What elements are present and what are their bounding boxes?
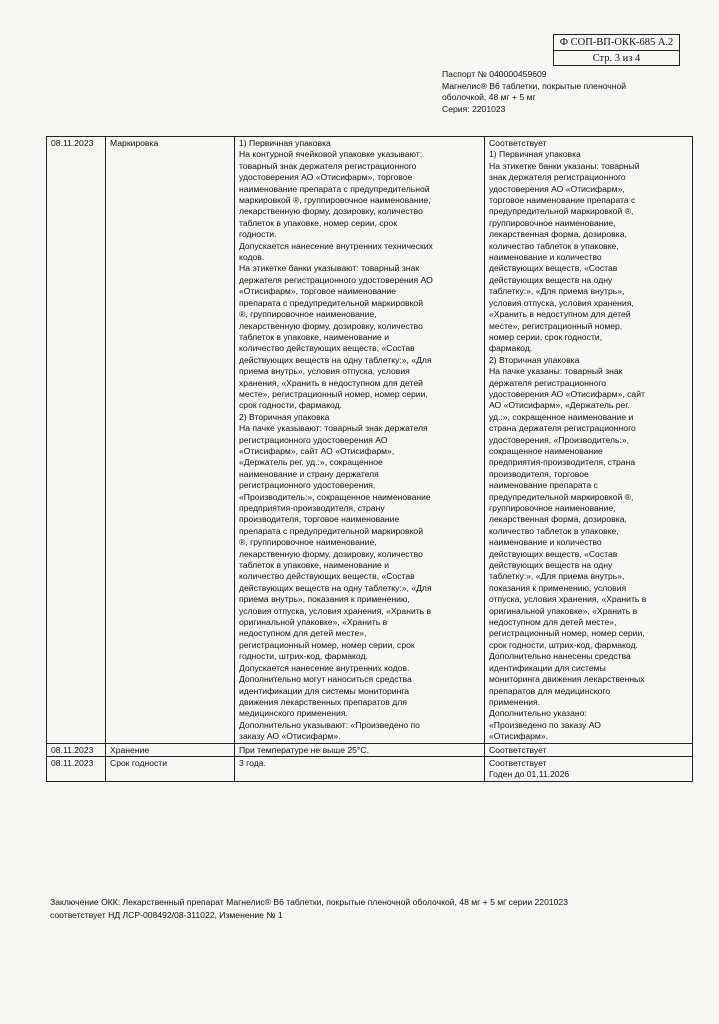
test-date: 08.11.2023 — [51, 744, 94, 755]
requirement-line: «Производитель:», сокращенное наименование — [239, 491, 431, 502]
result-line: предупредительной маркировкой ®, — [489, 206, 634, 217]
result-line: удостоверения АО «Отисифарм», — [489, 183, 625, 194]
requirement-line: производителя, торговое наименование — [239, 514, 400, 525]
result-line: таблетку:», «Для приема внутрь», — [489, 286, 625, 297]
result-line: На пачке указаны: товарный знак — [489, 366, 623, 377]
result-line: группировочное наименование, — [489, 217, 616, 228]
table-row — [47, 743, 693, 756]
batch-number: Серия: 2201023 — [442, 103, 506, 114]
requirement-line: удостоверения АО «Отисифарм», торговое — [239, 172, 413, 183]
indicator-name: Хранение — [110, 744, 150, 755]
requirement-line: наименование и страну держателя — [239, 468, 379, 479]
result-line: 1) Первичная упаковка — [489, 149, 581, 160]
result-line: группировочное наименование, — [489, 503, 616, 513]
requirement-line: регистрационный номер, номер серии, срок — [239, 639, 415, 650]
requirement-line: приема внутрь», условия отпуска, условия — [239, 366, 410, 377]
requirement-cell — [235, 756, 485, 781]
result-line: производителя, торговое — [489, 468, 589, 479]
result-line: 2) Вторичная упаковка — [489, 354, 580, 365]
date-cell — [47, 756, 106, 781]
requirement-line: держателя регистрационного удостоверения АО — [239, 274, 433, 285]
requirement-line: заказу АО «Отисифарм». — [239, 731, 341, 742]
result-line: предприятия-производителя, страна — [489, 457, 636, 468]
form-code: Ф СОП-ВП-ОКК-685 А.2 — [554, 35, 679, 51]
indicator-cell — [106, 743, 235, 756]
requirement-line: движения лекарственных препаратов для — [239, 696, 407, 707]
requirement-line: регистрационного удостоверения, — [239, 480, 376, 491]
result-line: идентификации для системы — [489, 662, 606, 673]
requirement-line: оригинальной упаковке», «Хранить в — [239, 617, 388, 628]
result-line: мониторинга движения лекарственных — [489, 674, 645, 685]
indicator-cell — [106, 137, 235, 744]
test-date: 08.11.2023 — [51, 757, 94, 768]
result-line: срок годности, штрих-код, фармакод. — [489, 639, 638, 650]
requirement-line: При температуре не выше 25°С. — [239, 744, 369, 755]
page-number: Стр. 3 из 4 — [592, 53, 641, 64]
indicator-cell — [106, 756, 235, 781]
result-line: оригинальной упаковке», «Хранить в — [489, 605, 638, 616]
passport-header — [442, 69, 702, 115]
requirement-line: количество действующих веществ, «Состав — [239, 343, 415, 354]
requirement-line: лекарственную форму, дозировку, количество — [239, 206, 423, 217]
result-cell — [485, 137, 693, 744]
result-line: торговое наименование препарата с — [489, 195, 636, 206]
requirement-line: Дополнительно указывают: «Произведено по — [239, 719, 420, 730]
requirement-line: маркировкой ®, группировочное наименование, — [239, 195, 431, 206]
result-line: действующих веществ на одну — [489, 560, 613, 571]
result-line: действующих веществ на одну — [489, 274, 613, 285]
requirement-line: ®, группировочное наименование, — [239, 309, 377, 320]
result-line: держателя регистрационного — [489, 377, 607, 388]
result-line: «Отисифарм». — [489, 731, 549, 742]
requirement-line: действующих веществ на одну таблетку:», «Для — [239, 354, 432, 365]
result-line: действующих веществ, «Состав — [489, 263, 618, 274]
result-line: номер серии, срок годности, — [489, 331, 603, 342]
requirement-line: предприятия-производителя, страну — [239, 503, 385, 513]
result-cell — [485, 756, 693, 781]
result-line: страна держателя регистрационного — [489, 423, 636, 434]
indicator-name: Срок годности — [110, 757, 168, 768]
passport-number: Паспорт № 040000459609 — [442, 69, 547, 79]
requirement-line: На пачке указывают: товарный знак держателя — [239, 423, 428, 434]
requirement-line: 3 года. — [239, 757, 266, 768]
result-line: удостоверения, «Производитель:», — [489, 434, 630, 445]
requirement-line: регистрационного удостоверения АО — [239, 434, 388, 445]
requirement-line: таблеток в упаковке, номер серии, срок — [239, 217, 397, 228]
requirement-line: недоступном для детей месте», — [239, 628, 367, 639]
result-line: сокращенное наименование — [489, 445, 603, 456]
requirement-line: количество действующих веществ, «Состав — [239, 571, 415, 582]
requirement-line: Дополнительно могут наноситься средства — [239, 674, 412, 685]
requirement-cell — [235, 743, 485, 756]
requirement-line: Допускается нанесение внутренних технических — [239, 240, 433, 251]
result-line: недоступном для детей месте», — [489, 617, 617, 628]
result-line: регистрационный номер, номер серии, — [489, 628, 645, 639]
requirement-line: лекарственную форму, дозировку, количество — [239, 320, 423, 331]
table-row — [47, 756, 693, 781]
result-line: Дополнительно указано: — [489, 708, 587, 719]
requirement-line: «Отисифарм», сайт АО «Отисифарм», — [239, 445, 395, 456]
result-line: «Произведено по заказу АО — [489, 719, 601, 730]
requirement-line: срок годности, фармакод. — [239, 400, 343, 411]
requirement-line: действующих веществ на одну таблетку:», «Для — [239, 582, 432, 593]
conclusion-line-2: соответствует НД ЛСР-008492/08-311022, Изменение № 1 — [50, 909, 283, 920]
result-line: условия отпуска, условия хранения, — [489, 297, 634, 308]
result-line: Соответствует — [489, 757, 547, 768]
requirement-line: хранения, «Хранить в недоступном для детей — [239, 377, 423, 388]
date-cell — [47, 137, 106, 744]
result-line: наименование и количество — [489, 252, 602, 263]
result-line: фармакод. — [489, 343, 533, 354]
result-line: знак держателя регистрационного — [489, 172, 626, 183]
result-line: АО «Отисифарм», «Держатель рег. — [489, 400, 630, 411]
indicator-name: Маркировка — [110, 138, 159, 148]
result-line: Дополнительно нанесены средства — [489, 651, 631, 662]
requirement-line: 2) Вторичная упаковка — [239, 411, 330, 422]
result-line: лекарственная форма, дозировка, — [489, 514, 627, 525]
form-code-box — [553, 34, 680, 66]
result-line: лекарственная форма, дозировка, — [489, 229, 627, 240]
requirement-line: таблеток в упаковке, наименование и — [239, 560, 390, 571]
requirement-line: препарата с предупредительной маркировкой — [239, 525, 424, 536]
test-date: 08.11.2023 — [51, 138, 94, 148]
requirement-line: кодов. — [239, 252, 265, 263]
requirement-line: Допускается нанесение внутренних кодов. — [239, 662, 410, 673]
requirement-line: медицинского применения. — [239, 708, 348, 719]
result-line: наименование препарата с — [489, 480, 598, 491]
result-line: Годен до 01.11.2026 — [489, 769, 570, 780]
requirement-line: На этикетке банки указывают: товарный знак — [239, 263, 420, 274]
result-line: предупредительной маркировкой ®, — [489, 491, 634, 502]
product-dosage: оболочкой, 48 мг + 5 мг — [442, 92, 536, 102]
requirement-cell — [235, 137, 485, 744]
result-line: таблетку:», «Для приема внутрь», — [489, 571, 625, 582]
requirement-line: таблеток в упаковке, наименование и — [239, 331, 390, 342]
result-line: применения. — [489, 696, 541, 707]
conclusion-line-1: Заключение ОКК: Лекарственный препарат Магнелис® В6 таблетки, покрытые пленочной оболочкой, 48 мг + 5 мг серии 2201023 — [50, 897, 568, 907]
requirement-line: «Отисифарм», торговое наименование — [239, 286, 397, 297]
requirement-line: приема внутрь», показания к применению, — [239, 594, 410, 605]
result-line: уд.:», сокращенное наименование и — [489, 411, 634, 422]
requirement-line: годности, штрих-код, фармакод. — [239, 651, 368, 662]
requirement-line: 1) Первичная упаковка — [239, 138, 331, 148]
result-line: На этикетке банки указаны: товарный — [489, 160, 640, 171]
qc-conclusion — [50, 896, 690, 921]
requirement-line: условия отпуска, условия хранения, «Хранить в — [239, 605, 432, 616]
requirement-line: месте», регистрационный номер, номер серии, — [239, 388, 428, 399]
result-line: препаратов для медицинского — [489, 685, 611, 696]
requirement-line: годности. — [239, 229, 277, 240]
table-row — [47, 137, 693, 744]
result-line: показания к применению, условия — [489, 582, 627, 593]
requirement-line: ®, группировочное наименование, — [239, 537, 377, 548]
test-results-table — [46, 136, 693, 782]
result-line: наименование и количество — [489, 537, 602, 548]
requirement-line: «Держатель рег. уд.:», сокращенное — [239, 457, 383, 468]
result-line: удостоверения АО «Отисифарм», сайт — [489, 388, 645, 399]
result-line: количество таблеток в упаковке, — [489, 525, 619, 536]
requirement-line: препарата с предупредительной маркировкой — [239, 297, 424, 308]
product-name: Магнелис® В6 таблетки, покрытые пленочной — [442, 80, 627, 91]
requirement-line: идентификации для системы мониторинга — [239, 685, 410, 696]
result-line: «Хранить в недоступном для детей — [489, 309, 631, 320]
requirement-line: наименование препарата с предупредительной — [239, 183, 430, 194]
result-line: количество таблеток в упаковке, — [489, 240, 619, 251]
result-line: действующих веществ, «Состав — [489, 548, 618, 559]
requirement-line: На контурной ячейковой упаковке указывают: — [239, 149, 423, 160]
result-line: месте», регистрационный номер, — [489, 320, 623, 331]
requirement-line: товарный знак держателя регистрационного — [239, 160, 417, 171]
result-line: Соответствует — [489, 138, 547, 148]
date-cell — [47, 743, 106, 756]
result-line: отпуска, условия хранения, «Хранить в — [489, 594, 647, 605]
result-cell — [485, 743, 693, 756]
requirement-line: лекарственную форму, дозировку, количество — [239, 548, 423, 559]
result-line: Соответствует — [489, 744, 547, 755]
